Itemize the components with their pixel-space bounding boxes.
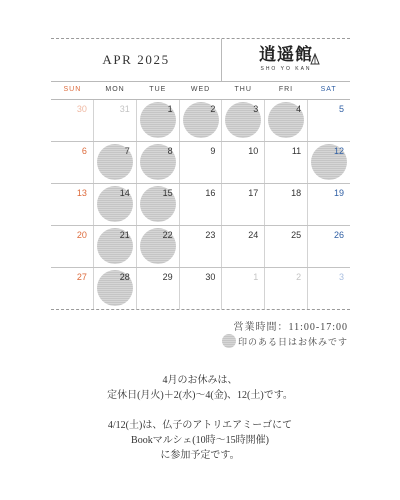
day-number: 14 <box>119 188 130 198</box>
calendar-day-cell <box>222 226 265 267</box>
day-number: 3 <box>339 272 345 282</box>
day-number: 4 <box>296 104 302 114</box>
weekday-header <box>51 81 350 100</box>
day-number: 6 <box>81 146 87 156</box>
notice-spacer <box>50 403 350 418</box>
weekday-label: MON <box>105 86 125 93</box>
day-number: 2 <box>296 272 302 282</box>
calendar-day-cell <box>308 268 350 309</box>
calendar-day-cell <box>222 142 265 183</box>
day-number: 19 <box>334 188 345 198</box>
weekday-label: FRI <box>278 86 294 93</box>
business-hours: 営業時間：11:00-17:00 <box>233 322 348 333</box>
day-number: 11 <box>291 146 302 156</box>
day-number: 21 <box>119 230 130 240</box>
day-number: 8 <box>167 146 173 156</box>
calendar-day-cell <box>94 226 137 267</box>
day-number: 7 <box>124 146 130 156</box>
notice-line: Bookマルシェ(10時〜15時開催) <box>131 435 269 446</box>
day-number: 29 <box>162 272 173 282</box>
circle-hatch-icon <box>222 334 236 348</box>
day-number: 2 <box>210 104 216 114</box>
calendar-day-cell <box>137 100 180 141</box>
calendar-day-cell <box>51 100 94 141</box>
day-number: 12 <box>334 146 345 156</box>
day-number: 22 <box>162 230 173 240</box>
day-number: 30 <box>205 272 216 282</box>
calendar-day-cell <box>180 142 223 183</box>
calendar-day-cell <box>265 142 308 183</box>
calendar-day-cell <box>308 184 350 225</box>
day-number: 28 <box>119 272 130 282</box>
day-number: 25 <box>291 230 302 240</box>
calendar-day-cell <box>180 100 223 141</box>
day-number: 10 <box>248 146 259 156</box>
day-number: 23 <box>205 230 216 240</box>
day-number: 16 <box>205 188 216 198</box>
calendar <box>51 38 350 308</box>
calendar-week-row <box>51 268 350 310</box>
calendar-day-cell <box>308 100 350 141</box>
day-number: 13 <box>76 188 87 198</box>
calendar-day-cell <box>308 142 350 183</box>
weekday-label: TUE <box>149 86 167 93</box>
calendar-day-cell <box>51 226 94 267</box>
day-number: 1 <box>167 104 173 114</box>
day-number: 3 <box>253 104 259 114</box>
day-number: 18 <box>291 188 302 198</box>
calendar-day-cell <box>94 142 137 183</box>
calendar-week-row <box>51 226 350 268</box>
calendar-day-cell <box>222 184 265 225</box>
logo-kanji: 逍遥館 <box>259 45 313 64</box>
calendar-day-cell <box>180 184 223 225</box>
day-number: 20 <box>76 230 87 240</box>
day-number: 24 <box>248 230 259 240</box>
day-number: 17 <box>248 188 259 198</box>
lantern-icon <box>309 53 321 65</box>
calendar-day-cell <box>265 184 308 225</box>
day-number: 26 <box>334 230 345 240</box>
legend-text: 印のある日はお休みです <box>237 336 348 347</box>
calendar-week-row <box>51 142 350 184</box>
calendar-day-cell <box>222 268 265 309</box>
notice-line: 4月のお休みは、 <box>162 375 238 386</box>
calendar-day-cell <box>137 268 180 309</box>
calendar-day-cell <box>137 142 180 183</box>
calendar-day-cell <box>265 268 308 309</box>
day-number: 5 <box>339 104 345 114</box>
notice-line: 定休日(月火)＋2(水)〜4(金)、12(土)です。 <box>107 390 293 401</box>
weekday-label: SUN <box>63 86 82 93</box>
calendar-day-cell <box>137 184 180 225</box>
calendar-day-cell <box>94 184 137 225</box>
day-number: 15 <box>162 188 173 198</box>
calendar-day-cell <box>51 184 94 225</box>
calendar-day-cell <box>180 226 223 267</box>
calendar-day-cell <box>222 100 265 141</box>
weekday-label: WED <box>190 86 211 93</box>
closed-day-legend <box>222 334 348 348</box>
month-title: APR 2025 <box>102 52 170 67</box>
notice-line: 4/12(土)は、仏子のアトリエアミーゴにて <box>107 420 293 431</box>
weekday-label: THU <box>234 86 252 93</box>
logo-romaji: SHO YO KAN <box>260 66 312 72</box>
day-number: 30 <box>76 104 87 114</box>
calendar-day-cell <box>137 226 180 267</box>
calendar-week-row <box>51 184 350 226</box>
calendar-grid <box>51 100 350 308</box>
day-number: 1 <box>253 272 259 282</box>
calendar-day-cell <box>51 142 94 183</box>
holiday-notice <box>50 373 350 463</box>
day-number: 27 <box>76 272 87 282</box>
weekday-label: SAT <box>320 86 337 93</box>
calendar-day-cell <box>265 226 308 267</box>
day-number: 31 <box>119 104 130 114</box>
calendar-day-cell <box>265 100 308 141</box>
notice-line: に参加予定です。 <box>160 450 240 461</box>
calendar-day-cell <box>180 268 223 309</box>
calendar-day-cell <box>94 100 137 141</box>
calendar-header <box>51 38 350 82</box>
shop-logo <box>222 39 350 81</box>
calendar-week-row <box>51 100 350 142</box>
day-number: 9 <box>210 146 216 156</box>
calendar-day-cell <box>51 268 94 309</box>
calendar-day-cell <box>94 268 137 309</box>
calendar-day-cell <box>308 226 350 267</box>
